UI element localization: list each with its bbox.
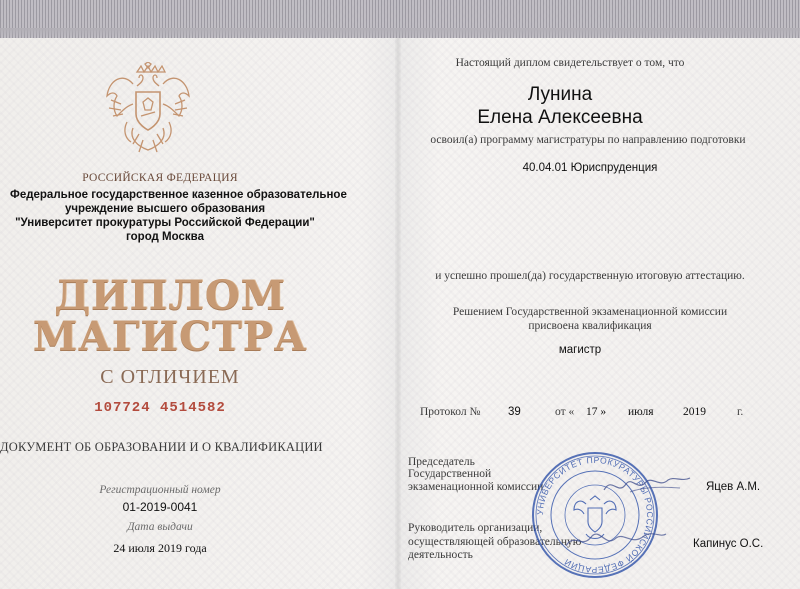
protocol-year: 2019: [683, 406, 706, 418]
diploma-degree: МАГИСТРА: [32, 313, 308, 360]
protocol-number: 39: [508, 406, 521, 418]
document-type: ДОКУМЕНТ ОБ ОБРАЗОВАНИИ И О КВАЛИФИКАЦИИ: [0, 440, 323, 454]
chair-name: Яцев А.М.: [706, 481, 761, 493]
issue-date-label: Дата выдачи: [127, 521, 193, 533]
head-title-line-1: Руководитель организации,: [408, 522, 543, 534]
program-text: освоил(а) программу магистратуры по направлению подготовки: [430, 134, 746, 146]
organization-line-3: "Университет прокуратуры Российской Федерации": [15, 217, 315, 229]
head-signature: [560, 524, 670, 556]
stamp-text: УНИВЕРСИТЕТ ПРОКУРАТУРЫ РОССИЙСКОЙ ФЕДЕРАЦИИ: [534, 454, 656, 576]
protocol-from: от «: [555, 406, 575, 418]
chair-title-line-1: Председатель: [408, 456, 475, 468]
head-title-line-3: деятельность: [408, 549, 473, 561]
protocol-day: 17 »: [586, 406, 607, 418]
decision-line-1: Решением Государственной экзаменационной комиссии: [452, 306, 728, 318]
official-stamp-icon: [530, 448, 660, 582]
protocol-year-suffix: г.: [737, 406, 744, 418]
chair-signature: [600, 470, 695, 500]
registration-number-label: Регистрационный номер: [99, 484, 221, 496]
graduate-given-names: Елена Алексеевна: [477, 107, 643, 128]
page-fold: [395, 38, 401, 589]
organization-city: город Москва: [126, 231, 204, 243]
specialty: 40.04.01 Юриспруденция: [522, 162, 658, 174]
qualification: магистр: [558, 344, 602, 356]
coat-of-arms-icon: [103, 62, 193, 160]
security-pattern-band: [0, 0, 800, 38]
organization-line-2: учреждение высшего образования: [64, 203, 266, 215]
decision-line-2: присвоена квалификация: [528, 320, 652, 332]
serial-number: 107724 4514582: [94, 400, 226, 416]
country-name: РОССИЙСКАЯ ФЕДЕРАЦИЯ: [82, 172, 238, 184]
certifies-text: Настоящий диплом свидетельствует о том, что: [455, 57, 685, 69]
head-name: Капинус О.С.: [693, 538, 764, 550]
head-title-line-2: осуществляющей образовательную: [408, 536, 582, 548]
graduate-surname: Лунина: [527, 84, 593, 105]
chair-title-line-2: Государственной: [408, 468, 492, 480]
protocol-month: июля: [628, 406, 654, 418]
issue-date: 24 июля 2019 года: [113, 541, 207, 555]
honors-label: С ОТЛИЧИЕМ: [100, 366, 240, 388]
registration-number: 01-2019-0041: [122, 500, 198, 514]
diploma-title: ДИПЛОМ: [54, 272, 286, 319]
chair-title-line-3: экзаменационной комиссии: [408, 481, 544, 493]
attestation-text: и успешно прошел(да) государственную итоговую аттестацию.: [435, 270, 745, 282]
organization-line-1: Федеральное государственное казенное образовательное: [10, 189, 347, 201]
protocol-label: Протокол №: [420, 406, 481, 418]
